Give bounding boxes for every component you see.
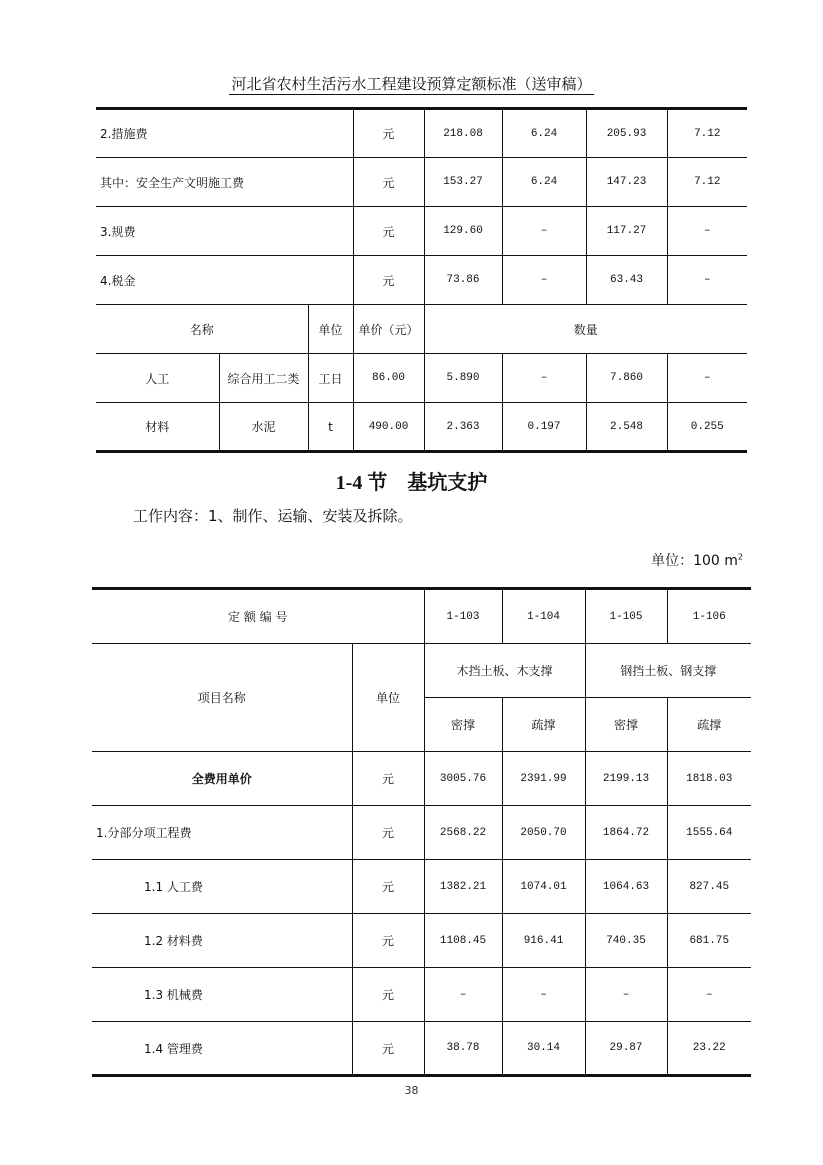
- unit-cell: 元: [352, 752, 424, 806]
- value-cell: –: [424, 968, 502, 1022]
- subtype-header: 密撑: [585, 698, 667, 752]
- category-cell: 人工: [96, 354, 219, 403]
- table-row: [96, 158, 747, 207]
- page-number: 38: [404, 1084, 419, 1097]
- table-row: [92, 1022, 751, 1076]
- value-cell: 147.23: [586, 158, 667, 207]
- value-cell: 73.86: [424, 256, 502, 305]
- group-header: 钢挡土板、钢支撑: [585, 644, 751, 698]
- row-label: 1.2 材料费: [92, 914, 352, 968]
- value-cell: 681.75: [667, 914, 751, 968]
- resource-header-row: [96, 305, 747, 354]
- code-row: [92, 589, 751, 644]
- unit-cell: 元: [353, 207, 424, 256]
- value-cell: 7.12: [667, 158, 747, 207]
- row-label: 4.税金: [96, 256, 353, 305]
- table-row: [96, 207, 747, 256]
- quota-table: [92, 587, 751, 1077]
- price-header: 单价（元）: [353, 305, 424, 354]
- unit-cell: t: [308, 403, 353, 452]
- value-cell: 7.860: [586, 354, 667, 403]
- row-label: 全费用单价: [92, 752, 352, 806]
- value-cell: 205.93: [586, 109, 667, 158]
- resource-name-cell: 水泥: [219, 403, 308, 452]
- value-cell: 153.27: [424, 158, 502, 207]
- value-cell: –: [667, 354, 747, 403]
- code-cell: 1-103: [424, 589, 502, 644]
- item-name-header: 项目名称: [92, 644, 352, 752]
- unit-cell: 元: [353, 256, 424, 305]
- work-content: 工作内容：1、制作、运输、安装及拆除。: [133, 507, 413, 525]
- cost-summary-table: [96, 107, 747, 453]
- row-label: 1.分部分项工程费: [92, 806, 352, 860]
- value-cell: –: [585, 968, 667, 1022]
- row-label: 1.3 机械费: [92, 968, 352, 1022]
- value-cell: –: [502, 207, 586, 256]
- value-cell: 7.12: [667, 109, 747, 158]
- table-row: [92, 914, 751, 968]
- unit-cell: 元: [353, 158, 424, 207]
- value-cell: 1382.21: [424, 860, 502, 914]
- unit-cell: 元: [352, 968, 424, 1022]
- value-cell: 2391.99: [502, 752, 585, 806]
- document-title: 河北省农村生活污水工程建设预算定额标准（送审稿）: [231, 75, 592, 93]
- value-cell: 218.08: [424, 109, 502, 158]
- category-cell: 材料: [96, 403, 219, 452]
- unit-cell: 元: [352, 860, 424, 914]
- unit-label: [651, 550, 743, 570]
- value-cell: 2.548: [586, 403, 667, 452]
- code-cell: 1-104: [502, 589, 585, 644]
- quantity-header: 数量: [424, 305, 747, 354]
- value-cell: 6.24: [502, 109, 586, 158]
- value-cell: 6.24: [502, 158, 586, 207]
- value-cell: 1108.45: [424, 914, 502, 968]
- unit-header: 单位: [308, 305, 353, 354]
- value-cell: 129.60: [424, 207, 502, 256]
- row-label: 3.规费: [96, 207, 353, 256]
- section-title: 1-4 节 基坑支护: [335, 472, 488, 494]
- value-cell: 3005.76: [424, 752, 502, 806]
- value-cell: –: [667, 256, 747, 305]
- price-cell: 490.00: [353, 403, 424, 452]
- value-cell: –: [502, 968, 585, 1022]
- table-row: [92, 752, 751, 806]
- value-cell: 23.22: [667, 1022, 751, 1076]
- unit-text: 单位：100 m: [651, 553, 738, 569]
- running-header: [0, 73, 823, 94]
- subtype-header: 密撑: [424, 698, 502, 752]
- value-cell: 5.890: [424, 354, 502, 403]
- value-cell: –: [667, 207, 747, 256]
- value-cell: 740.35: [585, 914, 667, 968]
- value-cell: 1555.64: [667, 806, 751, 860]
- value-cell: 1074.01: [502, 860, 585, 914]
- unit-cell: 元: [352, 806, 424, 860]
- name-header: 名称: [96, 305, 308, 354]
- row-label: 1.1 人工费: [92, 860, 352, 914]
- value-cell: 117.27: [586, 207, 667, 256]
- value-cell: 0.255: [667, 403, 747, 452]
- value-cell: 0.197: [502, 403, 586, 452]
- row-label: 2.措施费: [96, 109, 353, 158]
- table-row: [92, 968, 751, 1022]
- table-row: [96, 256, 747, 305]
- table-row: [96, 403, 747, 452]
- subtype-header: 疏撑: [502, 698, 585, 752]
- code-label: 定 额 编 号: [92, 589, 424, 644]
- table-row: [96, 354, 747, 403]
- resource-name-cell: 综合用工二类: [219, 354, 308, 403]
- table-row: [92, 860, 751, 914]
- value-cell: 2199.13: [585, 752, 667, 806]
- price-cell: 86.00: [353, 354, 424, 403]
- table-row: [96, 109, 747, 158]
- value-cell: 2568.22: [424, 806, 502, 860]
- value-cell: 916.41: [502, 914, 585, 968]
- row-label: 1.4 管理费: [92, 1022, 352, 1076]
- value-cell: 2.363: [424, 403, 502, 452]
- subtype-header: 疏撑: [667, 698, 751, 752]
- unit-superscript: 2: [737, 552, 743, 562]
- value-cell: 1064.63: [585, 860, 667, 914]
- unit-cell: 工日: [308, 354, 353, 403]
- unit-cell: 元: [352, 914, 424, 968]
- table-row: [92, 806, 751, 860]
- value-cell: 1864.72: [585, 806, 667, 860]
- row-label: 其中：安全生产文明施工费: [96, 158, 353, 207]
- value-cell: 2050.70: [502, 806, 585, 860]
- value-cell: –: [502, 354, 586, 403]
- value-cell: 827.45: [667, 860, 751, 914]
- value-cell: –: [667, 968, 751, 1022]
- value-cell: 63.43: [586, 256, 667, 305]
- code-cell: 1-106: [667, 589, 751, 644]
- unit-cell: 元: [353, 109, 424, 158]
- unit-header: 单位: [352, 644, 424, 752]
- unit-cell: 元: [352, 1022, 424, 1076]
- value-cell: 1818.03: [667, 752, 751, 806]
- value-cell: 29.87: [585, 1022, 667, 1076]
- group-row: [92, 644, 751, 698]
- value-cell: 38.78: [424, 1022, 502, 1076]
- value-cell: –: [502, 256, 586, 305]
- group-header: 木挡土板、木支撑: [424, 644, 585, 698]
- code-cell: 1-105: [585, 589, 667, 644]
- value-cell: 30.14: [502, 1022, 585, 1076]
